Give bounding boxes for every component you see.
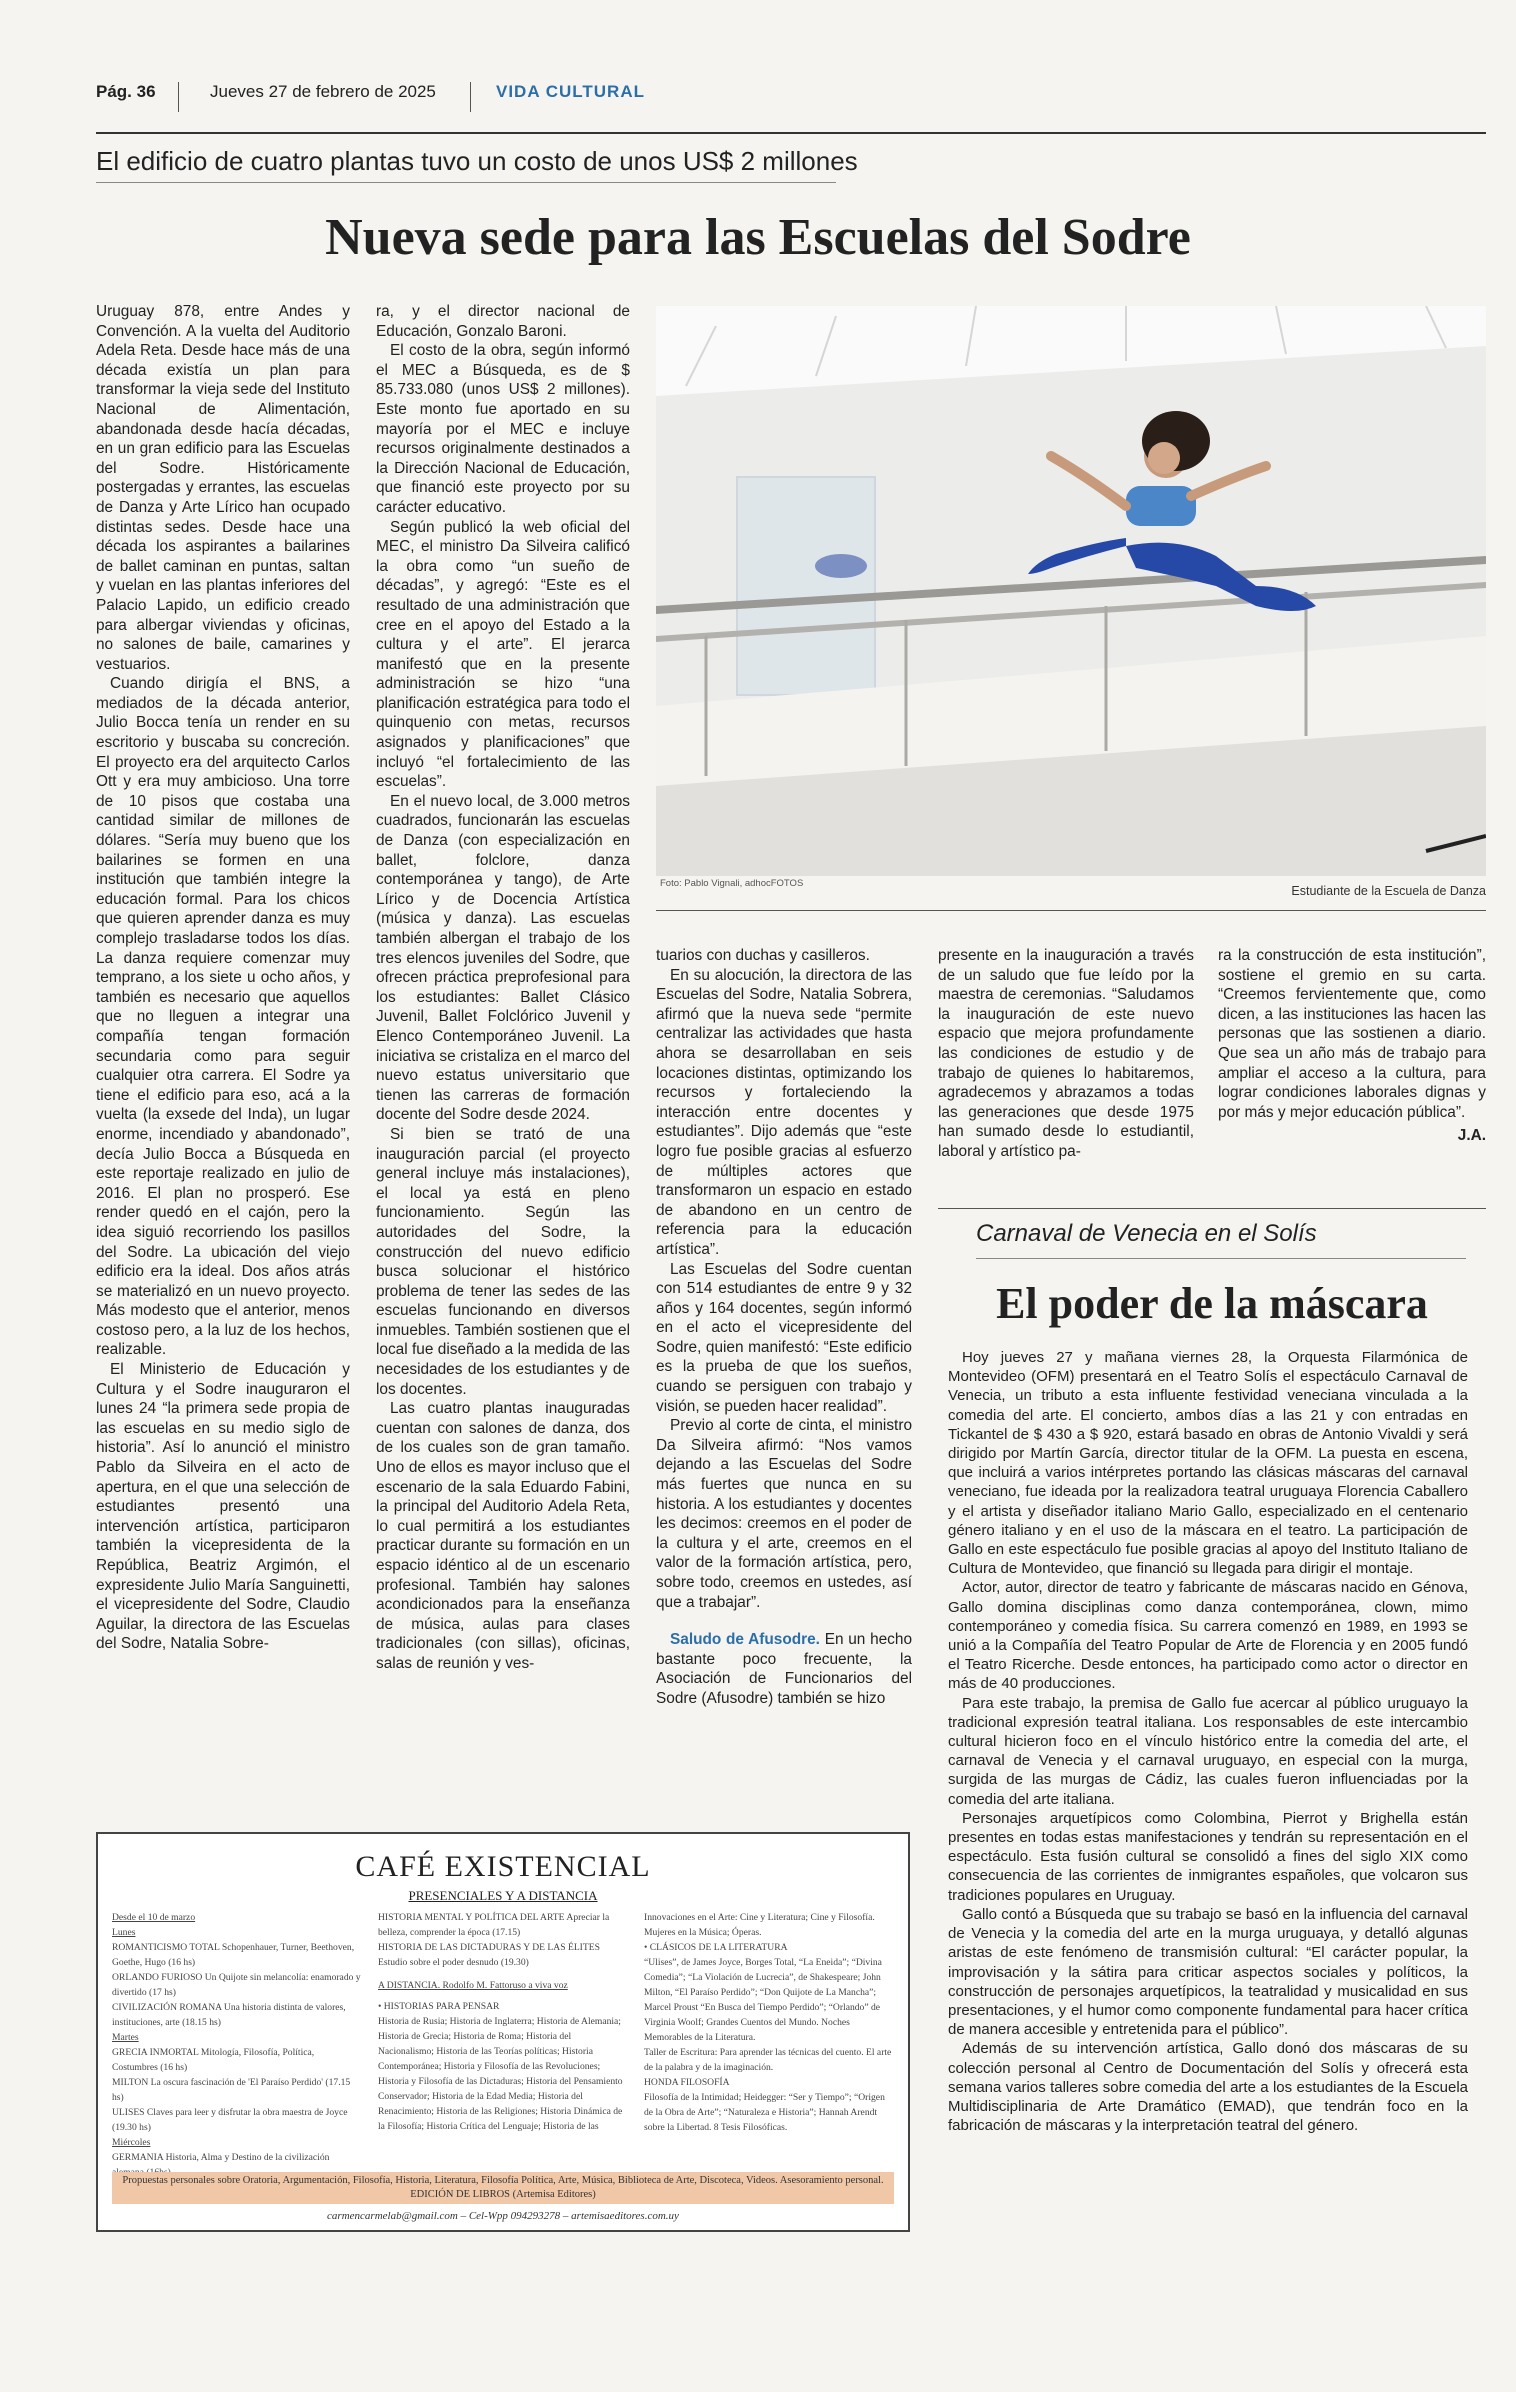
paragraph: Las cuatro plantas inauguradas cuentan con salones de danza, dos de los cuales son de gran tamaño. Uno de ellos es mayor incluso que el escenario de la sala Eduardo Fabini, la principal del Auditorio Adela Reta, lo cual permitirá a los estudiantes practicar durante su formación en un espacio idéntico al de un escenario profesional. También hay salones acondicionados para la enseñanza de música, aulas para clases tradicionales (con sillas), oficinas, salas de reunión y ves- (376, 1400, 630, 1672)
ad-item: MILTON La oscura fascinación de 'El Paraíso Perdido' (17.15 hs) (112, 2077, 351, 2103)
subhead-afusodre: Saludo de Afusodre. (670, 1631, 820, 1649)
article1-col4 (938, 946, 1194, 1162)
photo-caption: Estudiante de la Escuela de Danza (1291, 884, 1486, 898)
ad-item: Lunes (112, 1927, 136, 1938)
ad-item: HONDA FILOSOFÍA (644, 2077, 730, 2088)
paragraph: Gallo contó a Búsqueda que su trabajo se basó en la influencia del carnaval de Venecia y la comedia del arte en la murga uruguaya, y detalló algunas aristas de este fenómeno de transmisión cultural: “El carácter popular, la improvisación y la sátira para criticar aspectos sociales y políticos, la construcción de personajes arquetípicos, la teatralidad y musicalidad en sus presentaciones, y el humor como componente fundamental para hacer crítica de manera accesible y entretenida para el público”. (948, 1905, 1468, 2039)
paragraph: El Ministerio de Educación y Cultura y el Sodre inauguraron el lunes 24 “la primera sede propia de las escuelas en su medio siglo de historia”. Así lo anunció el ministro Pablo da Silveira en el acto de apertura, en el que una selección de estudiantes presentó una intervención artística, participaron también la vicepresidenta de la República, Beatriz Argimón, el expresidente Julio María Sanguinetti, el vicepresidente del Sodre, Claudio Aguilar, la directora de las Escuelas del Sodre, Natalia Sobre- (96, 1361, 350, 1653)
paragraph: Uruguay 878, entre Andes y Convención. A la vuelta del Auditorio Adela Reta. Desde hace más de una década existía un plan para transformar la vieja sede del Instituto Nacional de Alimentación, abandonada desde hacía décadas, en un gran edificio para las Escuelas del Sodre. Históricamente postergadas y errantes, las escuelas de Danza y Arte Lírico han ocupado distintas sedes. Desde hace una década los aspirantes a bailarines de ballet caminan en puntas, saltan y vuelan en las plantas inferiores del Palacio Lapido, un edificio creado para albergar viviendas y oficinas, no salones de baile, camarines y vestuarios. (96, 303, 350, 673)
ad-item: GRECIA INMORTAL Mitología, Filosofía, Política, Costumbres (16 hs) (112, 2047, 315, 2073)
paragraph: Si bien se trató de una inauguración parcial (el proyecto general incluye más instalaciones), el local ya está en pleno funcionamiento. Según las autoridades del Sodre, la construcción del nuevo edificio busca solucionar el histórico problema de tener las sedes de las escuelas funcionando en diversos inmuebles. También sostienen que el local fue diseñado a la medida de las necesidades de los estudiantes y de los docentes. (376, 1125, 630, 1398)
paragraph: Previo al corte de cinta, el ministro Da Silveira afirmó: “Nos vamos dejando a las Escuelas del Sodre más fuertes que nunca en su historia. A los estudiantes y docentes les decimos: creemos en el poder de la cultura y el arte, creemos en el valor de la formación artística, pero, sobre todo, creemos en ustedes, así que a trabajar”. (656, 1417, 912, 1611)
article2-body (948, 1348, 1468, 2135)
page-number: Pág. 36 (96, 82, 156, 101)
paragraph: En su alocución, la directora de las Escuelas del Sodre, Natalia Sobrera, afirmó que la nueva sede “permite centralizar las actividades que hasta ahora se desarrollaban en seis locaciones distintas, optimizando los recursos y fortaleciendo la interacción entre docentes y estudiantes”. Dijo además que “este logro fue posible gracias al esfuerzo de múltiples actores que transformaron un espacio en estado de abandono en un centro de referencia para la educación artística”. (656, 966, 912, 1258)
paragraph: Cuando dirigía el BNS, a mediados de la década anterior, Julio Bocca tenía un render en su escritorio y buscaba su concreción. El proyecto era del arquitecto Carlos Ott y era muy ambicioso. Una torre de 10 pisos que costaba una cantidad similar de millones de dólares. “Sería muy bueno que los bailarines se formen en una institución que también integre la educación formal. Para los chicos que quieren aprender danza es muy complejo trasladarse todos los días. La danza requiere comenzar muy temprano, a los siete u ocho años, y también es necesario que aquellos que no lleguen a integrar una compañía tengan formación secundaria como para seguir cualquier otra carrera. El Sodre ya tiene el edificio para eso, acá a la vuelta (la exsede del Inda), un lugar enorme, incendiado y abandonado”, decía Julio Bocca a Búsqueda en este reportaje realizado en julio de 2016. El plan no prosperó. Ese render quedó en el cajón, pero la idea siguió recorriendo los pasillos del Sodre. La ubicación del viejo edificio era la ideal. Dos años atrás se materializó en un nuevo proyecto. Más modesto que el anterior, menos costoso pero, a la luz de los hechos, realizable. (96, 675, 350, 1359)
ad-item: ROMANTICISMO TOTAL Schopenhauer, Turner, Beethoven, Goethe, Hugo (16 hs) (112, 1942, 355, 1968)
ad-item: Martes (112, 2032, 139, 2043)
ad-item: Innovaciones en el Arte: Cine y Literatura; Cine y Filosofía. Mujeres en la Música; Óperas. (644, 1912, 875, 1938)
ad-item: ULISES Claves para leer y disfrutar la obra maestra de Joyce (19.30 hs) (112, 2107, 348, 2133)
ad-item: ORLANDO FURIOSO Un Quijote sin melancolía: enamorado y divertido (17 hs) (112, 1972, 361, 1998)
dancer-illustration (656, 306, 1486, 876)
article2-title: El poder de la máscara (996, 1279, 1428, 1328)
ad-item: HISTORIA MENTAL Y POLÍTICA DEL ARTE Apreciar la belleza, comprender la época (17.15) (378, 1912, 610, 1938)
article1-col3 (656, 946, 912, 1709)
ad-offer-bar: Propuestas personales sobre Oratoria, Argumentación, Filosofía, Historia, Literatura, Filosofía Política, Arte, Música, Biblioteca de Arte, Discoteca, Videos. Asesoramiento personal. EDICIÓN DE LIBROS (Artemisa Editores) (112, 2172, 894, 2204)
ad-item: • HISTORIAS PARA PENSAR (378, 2001, 500, 2012)
ad-item: Miércoles (112, 2137, 151, 2148)
paragraph: El costo de la obra, según informó el MEC a Búsqueda, es de $ 85.733.080 (unos US$ 2 millones). Este monto fue aportado en su mayoría por el MEC e incluye recursos originalmente destinados a la Dirección Nacional de Educación, que financió este proyecto por su carácter educativo. (376, 342, 630, 516)
page-header (96, 82, 1484, 122)
article1-col2 (376, 302, 630, 1674)
article1-title: Nueva sede para las Escuelas del Sodre (325, 209, 1191, 266)
byline: J.A. (1457, 1127, 1486, 1145)
paragraph: Para este trabajo, la premisa de Gallo fue acercar al público uruguayo la tradicional expresión teatral italiana. Los responsables de este intercambio cultural hicieron foco en el vínculo histórico entre la comedia del arte, el carnaval de Venecia y el carnaval uruguayo, en especial con la murga, surgida de las murgas de Cádiz, las cuales fueron influenciadas por la comedia del arte italiana. (948, 1694, 1468, 1808)
ad-item: Filosofía de la Intimidad; Heidegger: “Ser y Tiempo”; “Origen de la Obra de Arte”; “Naturaleza e Historia”; Hannah Arendt sobre la Libertad. 8 Tesis Filosóficas. (644, 2092, 885, 2133)
ad-item: “Ulises”, de James Joyce, Borges Total, “La Eneida”; “Divina Comedia”; “La Violación de Lucrecia”, de Shakespeare; John Milton, “El Paraíso Perdido”; “Don Quijote de La Mancha”; Marcel Proust “En Busca del Tiempo Perdido”; “Orlando” de Virginia Woolf; Grandes Cuentos del Mundo. Noches Memorables de la Literatura. (644, 1957, 882, 2043)
article2-kicker: Carnaval de Venecia en el Solís (976, 1220, 1317, 1247)
article1-col5 (1218, 946, 1486, 1146)
cafe-existencial-ad (96, 1832, 910, 2232)
ad-item: HISTORIA DE LAS DICTADURAS Y DE LAS ÉLITES Estudio sobre el poder desnudo (19.30) (378, 1942, 600, 1968)
paragraph: Las Escuelas del Sodre cuentan con 514 estudiantes de entre 9 y 32 años y 164 docentes, según informó en el acto el vicepresidente del Sodre, quien manifestó: “Este edificio es la prueba de que los sueños, cuando se persiguen con trabajo y visión, se pueden hacer realidad”. (656, 1260, 912, 1415)
ad-item: Taller de Escritura: Para aprender las técnicas del cuento. El arte de la palabra y de la imaginación. (644, 2047, 892, 2073)
section-name: VIDA CULTURAL (496, 82, 645, 101)
dancer-photo (656, 306, 1486, 876)
article1-kicker: El edificio de cuatro plantas tuvo un costo de unos US$ 2 millones (96, 146, 858, 176)
issue-date: Jueves 27 de febrero de 2025 (210, 82, 436, 101)
paragraph: ra, y el director nacional de Educación, Gonzalo Baroni. (376, 303, 630, 340)
ad-item: Historia de Rusia; Historia de Inglaterra; Historia de Alemania; Historia de Grecia; Historia de Roma; Historia del Nacionalismo; Historia de las Teorías políticas; Historia Contemporánea; Historia y Filosofía de las Revoluciones; Historia y Filosofía de las Dictaduras; Historia del Pensamiento Conservador; Historia de la Edad Media; Historia del Renacimiento; Historia de las Religiones; Historia Dinámica de la Filosofía; Historia Crítica del Lenguaje; Historia de las (378, 2016, 623, 2132)
ad-title: CAFÉ EXISTENCIAL (355, 1850, 651, 1883)
ad-item: GERMANIA Historia, Alma y Destino de la civilización (112, 2152, 330, 2163)
ad-item: A DISTANCIA. Rodolfo M. Fattoruso a viva voz (378, 1980, 568, 1991)
ad-subtitle: PRESENCIALES Y A DISTANCIA (408, 1888, 598, 1903)
paragraph: ra la construcción de esta institución”, sostiene el gremio en su carta. “Creemos fervientemente que, como dicen, a las instituciones las hacen las personas que las sostienen a diario. Que sea un año más de trabajo para ampliar el acceso a la cultura, para lograr condiciones laborales dignas y por más y mejor educación pública”. (1218, 947, 1486, 1121)
ad-contact: carmencarmelab@gmail.com – Cel-Wpp 094293278 – artemisaeditores.com.uy (327, 2210, 679, 2222)
photo-credit: Foto: Pablo Vignali, adhocFOTOS (660, 878, 804, 889)
paragraph: En el nuevo local, de 3.000 metros cuadrados, funcionarán las escuelas de Danza (con especialización en ballet, folclore, danza contemporánea y tango), de Arte Lírico y de Docencia Artística (música y danza). Las escuelas también albergan el trabajo de los tres elencos juveniles del Sodre, que ofrecen práctica preprofesional para los estudiantes: Ballet Clásico Juvenil, Ballet Folclórico Juvenil y Elenco Contemporáneo Juvenil. La iniciativa se cristaliza en el marco del nuevo estatus universitario que tienen las carreras de formación docente del Sodre desde 2024. (376, 792, 630, 1124)
ad-item: Desde el 10 de marzo (112, 1912, 196, 1923)
paragraph: Según publicó la web oficial del MEC, el ministro Da Silveira calificó la obra como “un sueño de décadas”, y agregó: “Este es el resultado de una administración que cree en el apoyo del Estado a la cultura y el arte”. El jerarca manifestó que en la presente administración se hizo “una planificación estratégica para todo el quinquenio con metas, recursos asignados y planificaciones” que incluyó “el fortalecimiento de las escuelas”. (376, 518, 630, 791)
paragraph: En un hecho bastante poco frecuente, la Asociación de Funcionarios del Sodre (Afusodre) también se hizo (656, 1631, 912, 1707)
paragraph: Personajes arquetípicos como Colombina, Pierrot y Brighella están presentes en todas estas manifestaciones y tendrán su representación en el espectáculo. Esta fusión cultural se consolidó a fines del siglo XIX como consecuencia de las corrientes de inmigrantes españoles, que volcaron sus tradiciones populares en Uruguay. (948, 1809, 1468, 1904)
ad-item: CIVILIZACIÓN ROMANA Una historia distinta de valores, instituciones, arte (18.15 hs) (112, 2002, 346, 2028)
paragraph: tuarios con duchas y casilleros. (656, 947, 870, 964)
paragraph: Actor, autor, director de teatro y fabricante de máscaras nacido en Génova, Gallo domina disciplinas como danza contemporánea, clown, mimo contemporáneo y comedia física. Su carrera comenzó en 1989, en 1993 se unió a la Compañía del Teatro Popular de Arte de Florencia y en 2005 fundó el Teatro Ricerche. Desde entonces, ha participado como actor o director en más de 40 producciones. (948, 1579, 1468, 1693)
header-rule (96, 132, 1486, 134)
paragraph: presente en la inauguración a través de un saludo que fue leído por la maestra de ceremonias. “Saludamos la inauguración de este nuevo espacio que mejora profundamente las condiciones de estudio y de trabajo de quienes lo habitaremos, agradecemos y abrazamos a todas las generaciones que desde 1975 han sumado desde lo estudiantil, laboral y artístico pa- (938, 947, 1194, 1160)
paragraph: Hoy jueves 27 y mañana viernes 28, la Orquesta Filarmónica de Montevideo (OFM) presentará en el Teatro Solís el espectáculo Carnaval de Venecia, un tributo a esta influente festividad veneciana vinculada a la comedia del arte. El concierto, ambos días a las 21 y con entradas en Tickantel de $ 430 a $ 920, estará basado en obras de Antonio Vivaldi y será dirigido por Martín García, director titular de la OFM. La puesta en escena, que incluirá a varios intérpretes portando las clásicas máscaras del carnaval veneciano, fue ideada por la realizadora teatral uruguaya Florencia Caballero y el artista y diseñador italiano Mario Gallo, especializado en el centenario género italiano y en el uso de la máscara en el teatro. La participación de Gallo en este espectáculo fue posible gracias al apoyo del Instituto Italiano de Cultura de Montevideo, que financió su llegada para dirigir el montaje. (948, 1349, 1468, 1578)
ad-item: • CLÁSICOS DE LA LITERATURA (644, 1942, 788, 1953)
paragraph: Además de su intervención artística, Gallo donó dos máscaras de su colección personal al Centro de Documentación del Solís y ofrecerá esta semana varios talleres sobre comedia del arte a los estudiantes de la Escuela Multidisciplinaria de Arte Dramático (EMAD), que tendrán foco en la fabricación de máscaras y la interpretación teatral del género. (948, 2040, 1468, 2135)
article1-col1 (96, 302, 350, 1654)
